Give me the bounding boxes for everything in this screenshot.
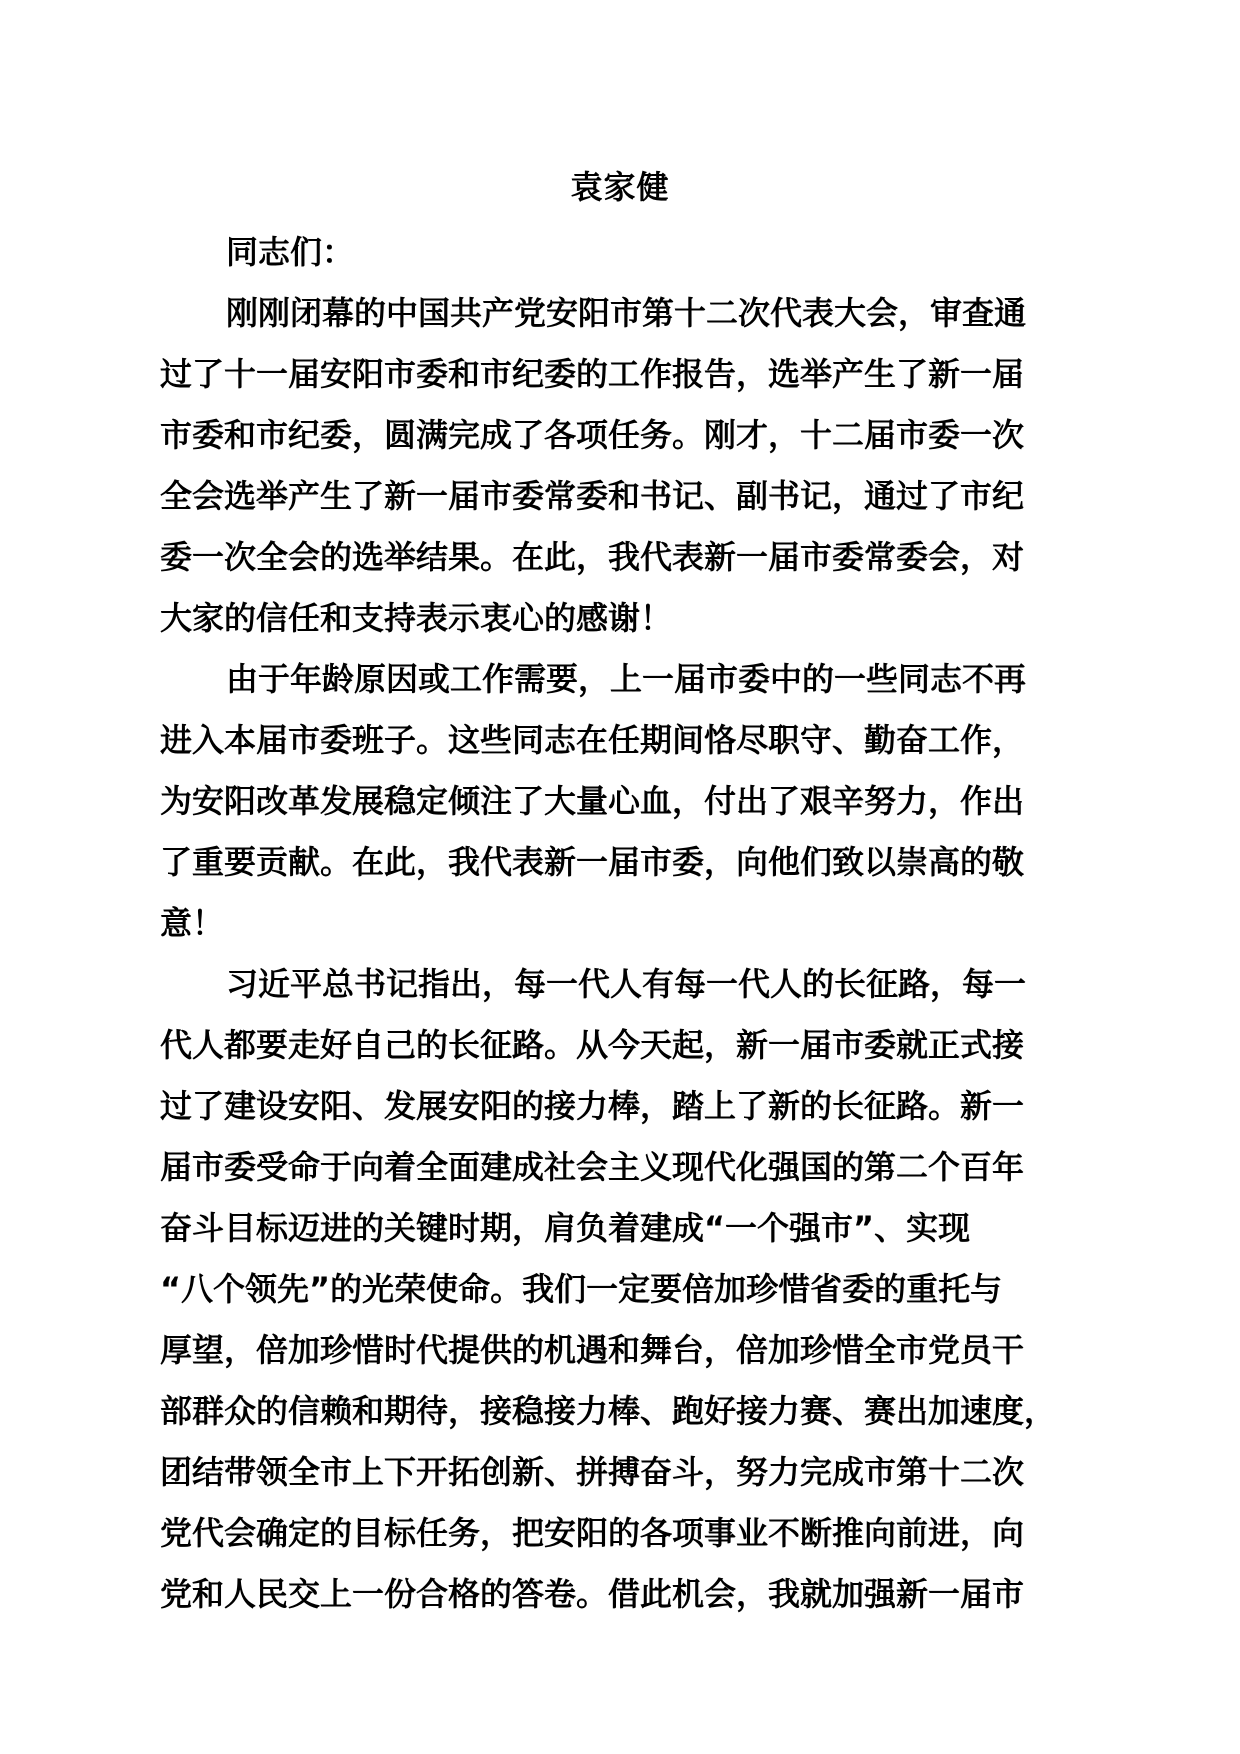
paragraph-line: 部群众的信赖和期待，接稳接力棒、跑好接力赛、赛出加速度， [160,1392,1057,1430]
paragraph-line: 为安阳改革发展稳定倾注了大量心血，付出了艰辛努力，作出 [160,782,1025,820]
paragraph-line: 委一次全会的选举结果。在此，我代表新一届市委常委会，对 [160,538,1025,576]
paragraph-line: 厚望，倍加珍惜时代提供的机遇和舞台，倍加珍惜全市党员干 [160,1331,1025,1369]
paragraph-line: 奋斗目标迈进的关键时期，肩负着建成“一个强市”、实现 [160,1209,971,1247]
paragraph-line: 了重要贡献。在此，我代表新一届市委，向他们致以崇高的敬 [160,843,1025,881]
paragraph-line: 党和人民交上一份合格的答卷。借此机会，我就加强新一届市 [160,1575,1025,1613]
paragraph-2 [160,649,1060,954]
paragraph-line: 过了十一届安阳市委和市纪委的工作报告，选举产生了新一届 [160,355,1025,393]
paragraph-line: 市委和市纪委，圆满完成了各项任务。刚才，十二届市委一次 [160,416,1025,454]
paragraph-line: 由于年龄原因或工作需要，上一届市委中的一些同志不再 [226,660,1027,698]
paragraph-line: 意！ [160,904,225,942]
paragraph-line: 大家的信任和支持表示衷心的感谢！ [160,599,673,637]
paragraph-line: 刚刚闭幕的中国共产党安阳市第十二次代表大会，审查通 [226,294,1027,332]
paragraph-line: 党代会确定的目标任务，把安阳的各项事业不断推向前进，向 [160,1514,1025,1552]
paragraph-3 [160,954,1060,1625]
paragraph-line: 代人都要走好自己的长征路。从今天起，新一届市委就正式接 [160,1026,1025,1064]
paragraph-line: 进入本届市委班子。这些同志在任期间恪尽职守、勤奋工作， [160,721,1025,759]
paragraph-line: “八个领先”的光荣使命。我们一定要倍加珍惜省委的重托与 [160,1270,1003,1308]
paragraph-line: 全会选举产生了新一届市委常委和书记、副书记，通过了市纪 [160,477,1025,515]
paragraph-line: 习近平总书记指出，每一代人有每一代人的长征路，每一 [226,965,1027,1003]
paragraph-line: 同志们： [226,233,355,271]
document-body [160,222,1060,1625]
paragraph-line: 届市委受命于向着全面建成社会主义现代化强国的第二个百年 [160,1148,1025,1186]
paragraph-salutation [160,222,1060,283]
paragraph-line: 过了建设安阳、发展安阳的接力棒，踏上了新的长征路。新一 [160,1087,1025,1125]
document-title: 袁家健 [570,168,670,206]
paragraph-1 [160,283,1060,649]
paragraph-line: 团结带领全市上下开拓创新、拼搏奋斗，努力完成市第十二次 [160,1453,1025,1491]
